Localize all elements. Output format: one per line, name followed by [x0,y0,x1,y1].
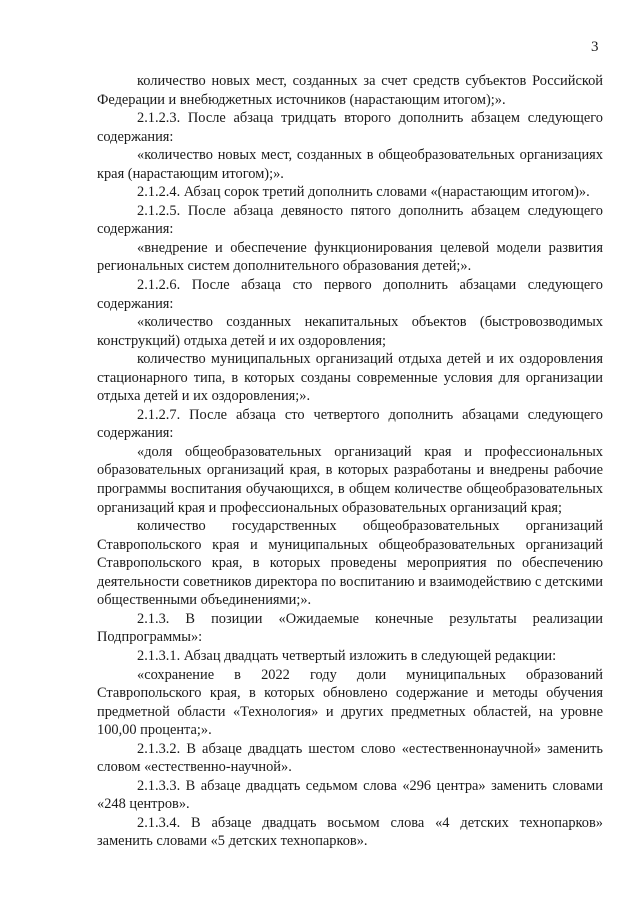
paragraph: 2.1.3.3. В абзаце двадцать седьмом слова «296 центра» заменить словами «248 центров». [97,777,603,813]
paragraph: 2.1.2.7. После абзаца сто четвертого дополнить абзацами следующего содержания: [97,406,603,442]
paragraph: 2.1.3. В позиции «Ожидаемые конечные результаты реализации Подпрограммы»: [97,610,603,646]
paragraph: «количество новых мест, созданных в общеобразовательных организациях края (нарастающим итогом);». [97,147,603,182]
paragraph: «доля общеобразовательных организаций края и профессиональных образовательных организаций края, в которых разработаны и внедрены рабочие программы воспитания обучающихся, в общем количестве общеобразовательных организаций края и профессиональных образовательных организаций края; [97,443,603,516]
paragraph: «сохранение в 2022 году доли муниципальных образований Ставропольского края, в которых обновлено содержание и методы обучения предметной области «Технология» и других предметных областей, на уровне 100,00 процента;». [97,666,603,739]
paragraph: «количество созданных некапитальных объектов (быстровозводимых конструкций) отдыха детей и их оздоровления; [97,314,603,349]
paragraph: 2.1.2.4. Абзац сорок третий дополнить словами «(нарастающим итогом)». [137,184,590,201]
paragraph: количество муниципальных организаций отдыха детей и их оздоровления стационарного типа, в которых созданы современные условия для организации отдыха детей и их оздоровления;». [97,351,603,405]
paragraph: «внедрение и обеспечение функционирования целевой модели развития региональных систем дополнительного образования детей;». [97,239,603,275]
paragraph: 2.1.2.5. После абзаца девяносто пятого дополнить абзацем следующего содержания: [97,202,603,238]
paragraph: 2.1.3.2. В абзаце двадцать шестом слово «естественнонаучной» заменить словом «естественно-научной». [97,740,603,776]
paragraph: 2.1.2.3. После абзаца тридцать второго дополнить абзацем следующего содержания: [97,110,603,145]
paragraph: 2.1.2.6. После абзаца сто первого дополнить абзацами следующего содержания: [97,277,603,312]
page-number: 3 [591,39,599,55]
document-body [97,72,603,851]
paragraph: количество государственных общеобразовательных организаций Ставропольского края и муниципальных общеобразовательных организаций Ставропольского края, в которых проведены мероприятия по обеспечению деятельности советников директора по воспитанию и взаимодействию с детскими общественными объединениями;». [97,518,603,609]
paragraph: 2.1.3.4. В абзаце двадцать восьмом слова «4 детских технопарков» заменить словами «5 детских технопарков». [97,814,603,850]
paragraph: 2.1.3.1. Абзац двадцать четвертый изложить в следующей редакции: [137,647,557,664]
paragraph: количество новых мест, созданных за счет средств субъектов Российской Федерации и внебюджетных источников (нарастающим итогом);». [97,73,603,108]
